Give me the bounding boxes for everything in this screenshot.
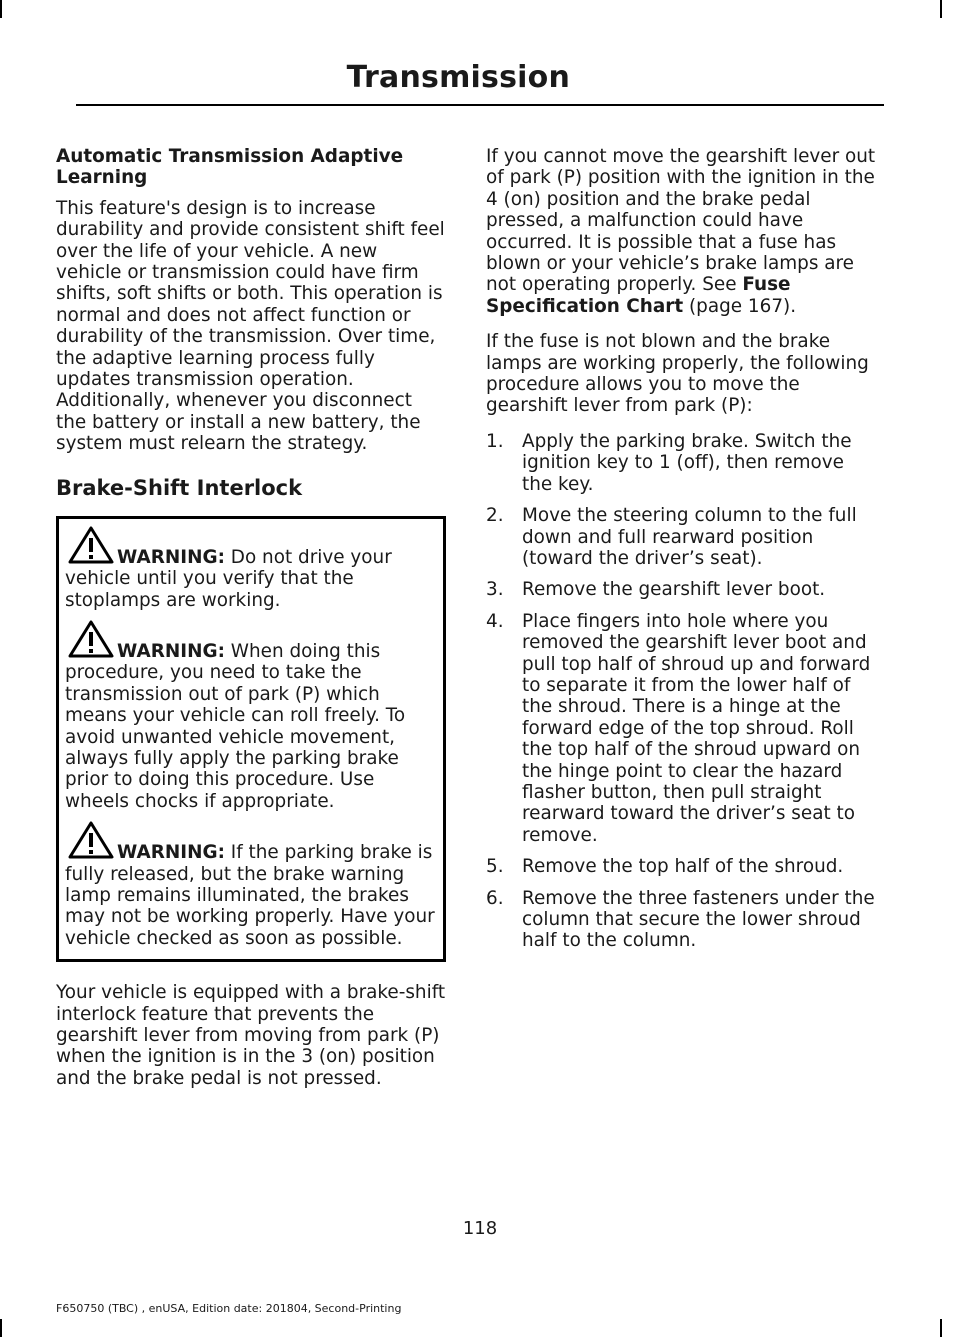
step-text: Move the steering column to the full down and full rearward position (toward the driver’s seat). [522, 505, 857, 569]
fuse-paragraph-page: (page 167). [683, 295, 797, 317]
list-item [486, 856, 880, 877]
crop-mark [940, 1319, 942, 1337]
adaptive-learning-heading: Automatic Transmission Adaptive Learning [56, 146, 404, 189]
procedure-steps [486, 431, 880, 952]
step-text: Remove the gearshift lever boot. [522, 579, 826, 601]
edition-footer: F650750 (TBC) , enUSA, Edition date: 201804, Second-Printing [56, 1302, 402, 1315]
warning-box [56, 516, 446, 963]
header-rule [76, 104, 884, 106]
step-text: Place fingers into hole where you removed the gearshift lever boot and pull top half of shroud up and forward to separate it from the lower half of the shroud. There is a hinge at the forward edge of the top shroud. Roll the top half of the shroud upward on the hinge point to clear the hazard flasher button, then pull straight rearward toward the driver’s seat to remove. [522, 610, 871, 846]
warning-text: When doing this procedure, you need to take the transmission out of park (P) which means your vehicle can roll freely. To avoid unwanted vehicle movement, always fully apply the parking brake prior to doing this procedure. Use wheels chocks if appropriate. [65, 640, 406, 812]
warning-label: WARNING: [117, 842, 225, 864]
step-number: 3. [486, 579, 504, 601]
step-text: Remove the three fasteners under the column that secure the lower shroud half to the column. [522, 887, 875, 952]
crop-mark [940, 0, 942, 18]
left-column [56, 146, 446, 1103]
warning-triangle-icon [67, 525, 115, 565]
warning-text: If the parking brake is fully released, but the brake warning lamp remains illuminated, the brakes may not be working properly. Have your vehicle checked as soon as possible. [65, 842, 435, 949]
list-item [486, 611, 880, 846]
brake-shift-interlock-heading: Brake-Shift Interlock [56, 475, 303, 500]
warning-triangle-icon [67, 820, 115, 860]
warning-label: WARNING: [117, 640, 225, 662]
list-item [486, 579, 880, 600]
list-item [486, 888, 880, 952]
procedure-intro: If the fuse is not blown and the brake lamps are working properly, the following procedure allows you to move the gearshift lever from park (P): [486, 331, 869, 417]
fuse-paragraph [486, 146, 880, 317]
step-number: 6. [486, 887, 504, 909]
warning-triangle-icon [67, 619, 115, 659]
warning-item [65, 519, 437, 611]
list-item [486, 431, 880, 495]
page-number: 118 [462, 1218, 498, 1239]
step-text: Remove the top half of the shroud. [522, 856, 844, 878]
warning-label: WARNING: [117, 546, 225, 568]
step-number: 2. [486, 505, 504, 527]
step-number: 5. [486, 856, 504, 878]
step-text: Apply the parking brake. Switch the ignition key to 1 (off), then remove the key. [522, 430, 852, 495]
crop-mark [0, 0, 2, 18]
warning-item [65, 814, 437, 949]
warning-text: Do not drive your vehicle until you verify that the stoplamps are working. [65, 546, 392, 611]
page-title: Transmission [346, 60, 570, 95]
crop-mark [0, 1319, 2, 1337]
interlock-body: Your vehicle is equipped with a brake-shift interlock feature that prevents the gearshift lever from moving from park (P) when the ignition is in the 3 (on) position and the brake pedal is not pressed. [56, 982, 446, 1089]
list-item [486, 505, 880, 569]
step-number: 1. [486, 430, 504, 452]
fuse-paragraph-text: If you cannot move the gearshift lever out of park (P) position with the ignition in the 4 (on) position and the brake pedal pressed, a malfunction could have occurred. It is possible that a fuse has blown or your vehicle’s brake lamps are not operating properly. See [486, 146, 876, 296]
step-number: 4. [486, 610, 504, 632]
fuse-chart-link[interactable]: Fuse Specification Chart [486, 274, 791, 317]
adaptive-learning-body: This feature's design is to increase durability and provide consistent shift feel over the life of your vehicle. A new vehicle or transmission could have firm shifts, soft shifts or both. This operation is normal and does not affect function or durability of the transmission. Over time, the adaptive learning process fully updates transmission operation. Additionally, whenever you disconnect the battery or install a new battery, the system must relearn the strategy. [56, 197, 445, 455]
right-column [486, 146, 880, 962]
warning-item [65, 613, 437, 812]
